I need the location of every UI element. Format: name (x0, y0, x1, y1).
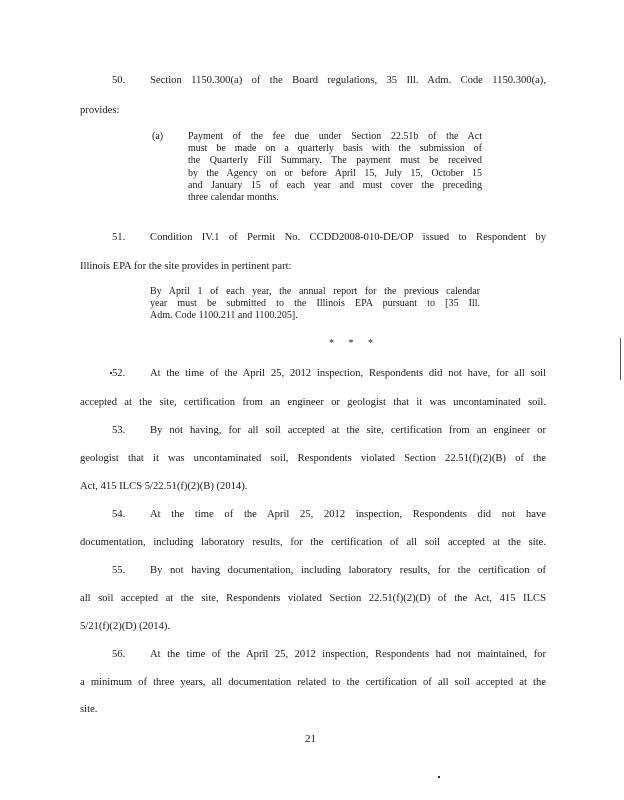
quote-1-line: and January 15 of each year and must cover the preceding (188, 179, 482, 191)
paragraph-50-number: 50. (112, 75, 126, 86)
paragraph-56-line-1: At the time of the April 25, 2012 inspection, Respondents had not maintained, for (150, 649, 546, 660)
paragraph-50-line-1: Section 1150.300(a) of the Board regulations, 35 Ill. Adm. Code 1150.300(a), (150, 75, 546, 86)
quote-1-line: must be made on a quarterly basis with the submission of (188, 143, 482, 155)
ellipsis-asterisks: * * * (329, 338, 379, 349)
paragraph-53-line-2: geologist that it was uncontaminated soil, Respondents violated Section 22.51(f)(2)(B) of the (80, 453, 546, 464)
paragraph-53-line-3: Act, 415 ILCS 5/22.51(f)(2)(B) (2014). (80, 481, 248, 492)
paragraph-55-line-3: 5/21(f)(2)(D) (2014). (80, 621, 171, 632)
paragraph-50-line-2: provides: (80, 105, 120, 116)
paragraph-54-line-1: At the time of the April 25, 2012 inspection, Respondents did not have (150, 509, 546, 520)
paragraph-55-number: 55. (112, 565, 126, 576)
quote-1-line: three calendar months. (188, 192, 279, 204)
paragraph-54-number: 54. (112, 509, 126, 520)
paragraph-51-line-2: Illinois EPA for the site provides in pertinent part: (80, 261, 292, 272)
paragraph-53-line-1: By not having, for all soil accepted at the site, certification from an engineer or (150, 425, 546, 436)
paragraph-52-line-1: At the time of the April 25, 2012 inspection, Respondents did not have, for all soil (150, 368, 546, 379)
paragraph-51-number: 51. (112, 232, 126, 243)
scan-edge-mark (620, 338, 621, 380)
page-number: 21 (305, 733, 316, 745)
paragraph-54-line-2: documentation, including laboratory results, for the certification of all soil accepted at the site. (80, 537, 546, 548)
paragraph-55-line-1: By not having documentation, including laboratory results, for the certification of (150, 565, 546, 576)
quote-1-line: by the Agency on or before April 15, July 15, October 15 (188, 167, 482, 179)
quote-1-line: Payment of the fee due under Section 22.51b of the Act (188, 131, 482, 142)
scan-speck (438, 776, 440, 778)
quote-1-label: (a) (152, 131, 164, 142)
quote-2-block (150, 286, 480, 323)
paragraph-53-number: 53. (112, 425, 126, 436)
quote-1-line: the Quarterly Fill Summary. The payment must be received (188, 155, 482, 167)
quote-2-line: By April 1 of each year, the annual report for the previous calendar (150, 286, 480, 297)
paragraph-55-line-2: all soil accepted at the site, Respondents violated Section 22.51(f)(2)(D) of the Act, 415 ILCS (80, 593, 546, 604)
quote-2-line: year must be submitted to the Illinois EPA pursuant to [35 Ill. (150, 298, 480, 310)
paragraph-52-line-2: accepted at the site, certification from an engineer or geologist that it was uncontaminated soil. (80, 397, 546, 408)
paragraph-56-line-2: a minimum of three years, all documentation related to the certification of all soil accepted at the (80, 677, 546, 688)
quote-2-line: Adm. Code 1100.211 and 1100.205]. (150, 310, 298, 322)
paragraph-52-number: 52. (112, 368, 126, 379)
paragraph-51-line-1: Condition IV.1 of Permit No. CCDD2008-010-DE/OP issued to Respondent by (150, 232, 546, 243)
scan-speck (110, 372, 112, 374)
quote-1-block (188, 131, 482, 204)
paragraph-56-line-3: site. (80, 704, 98, 715)
paragraph-56-number: 56. (112, 649, 126, 660)
